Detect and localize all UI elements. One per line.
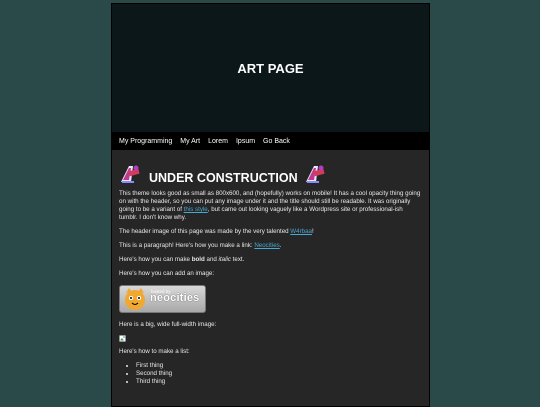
list-item: • Third thing (136, 378, 422, 386)
image-intro: Here's how you can add an image: (119, 270, 215, 278)
nav-item-my-art[interactable]: My Art (180, 137, 201, 145)
badge-hosted-by: hosted by (151, 288, 171, 294)
page-header (112, 4, 429, 132)
neocities-badge[interactable] (119, 285, 206, 313)
badge-neocities-text: neocities (150, 292, 200, 305)
main-content (112, 150, 429, 386)
page-title: ART PAGE (237, 60, 304, 76)
construction-icon (119, 162, 143, 184)
nav-item-ipsum[interactable]: Ipsum (235, 137, 256, 145)
link-paragraph: This is a paragraph! Here's how you make a link: Neocities. (119, 242, 282, 250)
intro-paragraph: This theme looks good as small as 800x600, and (hopefully) works on mobile! It has a cool opacity thing going on with the header, so you can put any image under it and the title should still be readable. It was originally going to be a variant of this style, but came out looking vaguely like a Wordpress site or professional-ish tumblr. I don't know why. (119, 190, 421, 222)
page-container (111, 3, 430, 407)
example-list (119, 362, 422, 386)
broken-image-icon (119, 335, 126, 342)
artist-link[interactable]: W4rbaa (290, 228, 312, 236)
nav-item-my-programming[interactable]: My Programming (119, 137, 173, 145)
list-intro: Here's how to make a list: (119, 347, 190, 355)
list-item: • Second thing (136, 370, 422, 378)
wide-image-intro: Here is a big, wide full-width image: (119, 320, 217, 328)
neocities-link[interactable]: Neocities (254, 242, 280, 250)
credit-paragraph: The header image of this page was made by the very talented W4rbaa! (119, 228, 314, 236)
nav-bar (112, 132, 429, 150)
under-construction-heading: UNDER CONSTRUCTION (149, 170, 298, 185)
formatting-paragraph: Here's how you can make bold and italic text. (119, 256, 245, 264)
style-link[interactable]: this style (183, 206, 208, 214)
nav-item-go-back[interactable]: Go Back (263, 137, 290, 145)
construction-icon (304, 162, 328, 184)
neocities-cat-icon (122, 287, 148, 311)
under-construction-banner (119, 162, 422, 184)
list-item: • First thing (136, 362, 422, 370)
nav-item-lorem[interactable]: Lorem (208, 137, 228, 145)
